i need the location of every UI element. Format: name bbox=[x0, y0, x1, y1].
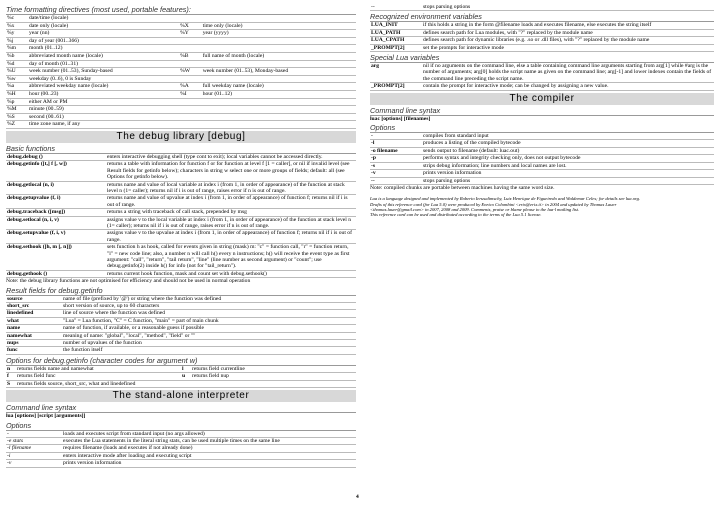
table-value-cell: returns a table with information for function f or for function at level f [1 = caller], or nil if invalid level (see Result fields for getinfo below); characters in string w select one or more groups of fields; default: all (see Options for getinfo below). bbox=[106, 161, 356, 181]
table-value-cell: assigns value v to the upvalue at index i (from 1, in order of appearance) of function f; returns nil if i is out of range. bbox=[106, 230, 356, 244]
table-value-cell: second (00..61) bbox=[28, 113, 179, 121]
table-value-cell: line of source where the function was defined bbox=[62, 310, 356, 317]
right-top-table bbox=[370, 4, 714, 11]
table-key-cell: arg bbox=[370, 63, 422, 83]
table-row bbox=[6, 216, 356, 230]
table-row bbox=[370, 140, 714, 147]
table-row bbox=[370, 37, 714, 44]
table-value-cell: year (yyyy) bbox=[202, 30, 356, 38]
table-row bbox=[6, 380, 356, 387]
table-value-cell: meaning of name: "global", "local", "method", "field" or "" bbox=[62, 332, 356, 339]
table-key-cell: %A bbox=[179, 83, 202, 91]
table-key-cell: -- bbox=[370, 4, 422, 11]
table-row bbox=[6, 209, 356, 216]
luac-options-table bbox=[370, 133, 714, 185]
table-key-cell: linedefined bbox=[6, 310, 62, 317]
table-value-cell: stops parsing options bbox=[422, 4, 714, 11]
table-key-cell: - bbox=[6, 431, 62, 438]
table-value-cell: year (nn) bbox=[28, 30, 179, 38]
table-row bbox=[6, 181, 356, 195]
table-key-cell bbox=[179, 37, 202, 45]
table-value-cell: returns fields name and namewhat bbox=[16, 366, 181, 373]
table-row bbox=[370, 177, 714, 184]
table-row bbox=[6, 37, 356, 45]
table-value-cell: week number (01..53), Monday-based bbox=[202, 68, 356, 76]
table-value-cell: executes the Lua statements in the literal string stats, can be used multiple times on the same line bbox=[62, 437, 356, 444]
table-key-cell: S bbox=[6, 380, 16, 387]
lua-cmd-title: Command line syntax bbox=[6, 403, 356, 413]
table-row bbox=[6, 52, 356, 60]
table-key-cell: -p bbox=[370, 155, 422, 162]
basic-functions-table bbox=[6, 154, 356, 278]
table-row bbox=[6, 30, 356, 38]
table-value-cell: prints version information bbox=[62, 460, 356, 467]
table-key-cell: short_src bbox=[6, 303, 62, 310]
table-key-cell: l bbox=[181, 366, 191, 373]
credits-block bbox=[370, 196, 714, 217]
table-value-cell: hour (00..23) bbox=[28, 90, 179, 98]
table-value-cell: sends output to filename (default: luac.out) bbox=[422, 147, 714, 154]
env-vars-title: Recognized environment variables bbox=[370, 12, 714, 22]
table-value-cell bbox=[202, 98, 356, 106]
table-key-cell: debug.traceback ([msg]) bbox=[6, 209, 106, 216]
table-key-cell: -l filename bbox=[6, 445, 62, 452]
special-vars-table bbox=[370, 63, 714, 91]
env-vars-table bbox=[370, 22, 714, 52]
table-key-cell bbox=[179, 106, 202, 114]
table-value-cell bbox=[202, 106, 356, 114]
table-row bbox=[6, 452, 356, 459]
table-value-cell: requires filename (loads and executes if not already done) bbox=[62, 445, 356, 452]
table-key-cell: %p bbox=[6, 98, 28, 106]
table-key-cell bbox=[181, 380, 191, 387]
table-value-cell: nil if no arguments on the command line, else a table containing command line arguments starting from arg[1] while #arg is the number of arguments; arg[0] holds the script name as given on the command line; arg[-1] and lower indexes contain the fields of the command line preceding the script name. bbox=[422, 63, 714, 83]
table-row bbox=[6, 45, 356, 53]
table-value-cell: returns field func bbox=[16, 373, 181, 380]
table-value-cell: date only (locale) bbox=[28, 22, 179, 30]
table-value-cell: strips debug information; line numbers and local names are lost. bbox=[422, 162, 714, 169]
table-value-cell: short version of source, up to 60 characters bbox=[62, 303, 356, 310]
table-row bbox=[6, 373, 356, 380]
table-key-cell bbox=[179, 75, 202, 83]
table-row bbox=[6, 325, 356, 332]
table-value-cell: full weekday name (locale) bbox=[202, 83, 356, 91]
table-value-cell: loads and executes script from standard input (no args allowed) bbox=[62, 431, 356, 438]
table-value-cell: "Lua" = Lua function, "C" = C function, "main" = part of main chunk bbox=[62, 317, 356, 324]
table-key-cell: debug.setupvalue (f, i, v) bbox=[6, 230, 106, 244]
table-value-cell: either AM or PM bbox=[28, 98, 179, 106]
table-key-cell: -l bbox=[370, 140, 422, 147]
table-key-cell: -o filename bbox=[370, 147, 422, 154]
table-key-cell: name bbox=[6, 325, 62, 332]
table-value-cell: number of upvalues of the function bbox=[62, 340, 356, 347]
table-value-cell: name of function, if available, or a reasonable guess if possible bbox=[62, 325, 356, 332]
table-row bbox=[6, 22, 356, 30]
table-value-cell: the function itself bbox=[62, 347, 356, 354]
table-row bbox=[6, 60, 356, 68]
table-key-cell: debug.debug () bbox=[6, 154, 106, 161]
table-key-cell: %U bbox=[6, 68, 28, 76]
result-fields-title: Result fields for debug.getinfo bbox=[6, 286, 356, 296]
table-key-cell: source bbox=[6, 296, 62, 303]
table-value-cell bbox=[202, 45, 356, 53]
table-value-cell: returns name and value of local variable at index i (from 1, in order of appearance) of the function at stack level n (1= caller); returns nil if i is out of range, raises error if n is out of range. bbox=[106, 181, 356, 195]
table-row bbox=[6, 445, 356, 452]
table-value-cell: returns current hook function, mask and count set with debug.sethook() bbox=[106, 270, 356, 277]
table-row bbox=[6, 106, 356, 114]
table-row bbox=[6, 121, 356, 129]
table-value-cell: produces a listing of the compiled bytecode bbox=[422, 140, 714, 147]
table-key-cell: u bbox=[181, 373, 191, 380]
table-row bbox=[6, 303, 356, 310]
special-vars-title: Special Lua variables bbox=[370, 53, 714, 63]
table-row bbox=[370, 170, 714, 177]
luac-cmd-syntax: luac [options] [filenames] bbox=[370, 115, 431, 122]
table-key-cell: debug.setlocal (n, i, v) bbox=[6, 216, 106, 230]
table-value-cell: month (01..12) bbox=[28, 45, 179, 53]
table-value-cell: defines search path for Lua modules, with "?" replaced by the module name bbox=[422, 29, 714, 36]
table-row bbox=[370, 29, 714, 36]
table-value-cell: abbreviated weekday name (locale) bbox=[28, 83, 179, 91]
table-key-cell: %H bbox=[6, 90, 28, 98]
basic-note: Note: the debug library functions are not optimised for efficiency and should not be used in normal operation bbox=[6, 278, 251, 285]
table-value-cell: stops parsing options bbox=[422, 177, 714, 184]
table-key-cell: %b bbox=[6, 52, 28, 60]
table-row bbox=[6, 195, 356, 209]
table-row bbox=[370, 155, 714, 162]
getinfo-options-table bbox=[6, 366, 356, 388]
table-value-cell: day of month (01..31) bbox=[28, 60, 179, 68]
table-key-cell: nups bbox=[6, 340, 62, 347]
time-directives-table bbox=[6, 15, 356, 129]
table-row bbox=[6, 113, 356, 121]
luac-options-title: Options bbox=[370, 123, 714, 133]
table-key-cell bbox=[179, 113, 202, 121]
table-value-cell: returns field currentline bbox=[191, 366, 356, 373]
table-key-cell: -- bbox=[370, 177, 422, 184]
table-value-cell: weekday (0..6), 0 is Sunday bbox=[28, 75, 179, 83]
result-fields-table bbox=[6, 296, 356, 355]
table-key-cell: debug.getlocal (n, i) bbox=[6, 181, 106, 195]
basic-functions-title: Basic functions bbox=[6, 144, 356, 154]
right-column bbox=[370, 4, 714, 217]
table-value-cell: enters interactive debugging shell (type cont to exit); local variables cannot be accessed directly. bbox=[106, 154, 356, 161]
table-value-cell bbox=[202, 37, 356, 45]
table-key-cell bbox=[179, 121, 202, 129]
table-value-cell: returns field nup bbox=[191, 373, 356, 380]
table-value-cell: week number (01..53), Sunday-based bbox=[28, 68, 179, 76]
lua-options-title: Options bbox=[6, 421, 356, 431]
table-row bbox=[6, 68, 356, 76]
table-row bbox=[6, 431, 356, 438]
getinfo-options-title: Options for debug.getinfo (character codes for argument w) bbox=[6, 356, 356, 366]
table-key-cell: %x bbox=[6, 22, 28, 30]
table-value-cell: performs syntax and integrity checking only, does not output bytecode bbox=[422, 155, 714, 162]
table-value-cell: hour (01..12) bbox=[202, 90, 356, 98]
table-key-cell: %d bbox=[6, 60, 28, 68]
table-value-cell: compiles from standard input bbox=[422, 133, 714, 140]
table-key-cell: %w bbox=[6, 75, 28, 83]
table-row bbox=[6, 270, 356, 277]
table-key-cell: func bbox=[6, 347, 62, 354]
table-value-cell bbox=[202, 60, 356, 68]
table-row bbox=[6, 83, 356, 91]
table-row bbox=[370, 44, 714, 51]
table-key-cell: -e stats bbox=[6, 437, 62, 444]
table-key-cell: %Z bbox=[6, 121, 28, 129]
table-key-cell: f bbox=[6, 373, 16, 380]
table-value-cell: returns fields source, short_src, what and linedefined bbox=[16, 380, 181, 387]
table-key-cell: %S bbox=[6, 113, 28, 121]
table-key-cell: LUA_CPATH bbox=[370, 37, 422, 44]
table-row bbox=[370, 83, 714, 90]
table-value-cell bbox=[202, 75, 356, 83]
table-value-cell bbox=[191, 380, 356, 387]
table-value-cell: if this holds a string in the form @filename loads and executes filename, else executes the string itself bbox=[422, 22, 714, 29]
table-row bbox=[6, 317, 356, 324]
table-key-cell: -i bbox=[6, 452, 62, 459]
table-key-cell bbox=[179, 98, 202, 106]
table-key-cell: debug.getupvalue (f, i) bbox=[6, 195, 106, 209]
table-row bbox=[6, 332, 356, 339]
table-key-cell: debug.sethook ([h, m [, n]]) bbox=[6, 244, 106, 271]
table-row bbox=[6, 460, 356, 467]
table-key-cell: %B bbox=[179, 52, 202, 60]
table-row bbox=[6, 154, 356, 161]
table-key-cell: %I bbox=[179, 90, 202, 98]
table-row bbox=[370, 162, 714, 169]
credit-line: Drafts of this reference card (for Lua 5.0) were produced by Enrico Colombini <erix@erix.it> in 2004 and updated by Thomas Lauer bbox=[370, 201, 617, 207]
table-value-cell: full name of month (locale) bbox=[202, 52, 356, 60]
standalone-banner: The stand-alone interpreter bbox=[6, 390, 356, 402]
table-key-cell bbox=[179, 45, 202, 53]
compiler-note: Note: compiled chunks are portable between machines having the same word size. bbox=[370, 184, 555, 191]
table-key-cell: -s bbox=[370, 162, 422, 169]
table-key-cell: debug.gethook () bbox=[6, 270, 106, 277]
table-key-cell: -v bbox=[370, 170, 422, 177]
table-key-cell: %y bbox=[6, 30, 28, 38]
table-key-cell: namewhat bbox=[6, 332, 62, 339]
credit-line: Lua is a language designed and implemented by Roberto Ierusalimschy, Luiz Henrique de Figueiredo and Waldemar Celes; for details see lua.org. bbox=[370, 196, 641, 202]
table-value-cell bbox=[202, 113, 356, 121]
table-key-cell: %c bbox=[6, 15, 28, 22]
table-row bbox=[6, 15, 356, 22]
table-row bbox=[6, 98, 356, 106]
luac-cmd-title: Command line syntax bbox=[370, 106, 714, 116]
table-key-cell: %a bbox=[6, 83, 28, 91]
table-value-cell: contain the prompt for interactive mode; can be changed by assigning a new value. bbox=[422, 83, 714, 90]
table-key-cell: _PROMPT[2] bbox=[370, 83, 422, 90]
table-row bbox=[370, 133, 714, 140]
table-key-cell: %j bbox=[6, 37, 28, 45]
table-value-cell: assigns value v to the local variable at index i (from 1, in order of appearance) of the function at stack level n (1= caller); returns nil if i is out of range, raises error if n is out of range. bbox=[106, 216, 356, 230]
table-key-cell: %Y bbox=[179, 30, 202, 38]
table-row bbox=[6, 244, 356, 271]
table-key-cell: LUA_INIT bbox=[370, 22, 422, 29]
table-row bbox=[6, 347, 356, 354]
table-key-cell: %m bbox=[6, 45, 28, 53]
table-value-cell: enters interactive mode after loading and executing script bbox=[62, 452, 356, 459]
credit-line: This reference card can be used and distributed according to the terms of the Lua 5.1 license. bbox=[370, 211, 542, 217]
table-key-cell: - bbox=[370, 133, 422, 140]
table-key-cell: what bbox=[6, 317, 62, 324]
left-column bbox=[6, 4, 356, 468]
table-row bbox=[370, 4, 714, 11]
table-value-cell bbox=[202, 15, 356, 22]
table-key-cell: n bbox=[6, 366, 16, 373]
table-row bbox=[6, 230, 356, 244]
table-row bbox=[370, 63, 714, 83]
table-key-cell: _PROMPT[2] bbox=[370, 44, 422, 51]
table-value-cell: time only (locale) bbox=[202, 22, 356, 30]
table-key-cell: -v bbox=[6, 460, 62, 467]
table-key-cell bbox=[179, 15, 202, 22]
table-key-cell: debug.getinfo ([t,] f [, w]) bbox=[6, 161, 106, 181]
time-section-title: Time formatting directives (most used, portable features): bbox=[6, 5, 356, 15]
table-row bbox=[370, 22, 714, 29]
table-row bbox=[6, 340, 356, 347]
table-value-cell: prints version information bbox=[422, 170, 714, 177]
table-key-cell bbox=[179, 60, 202, 68]
table-value-cell: day of year (001..366) bbox=[28, 37, 179, 45]
table-key-cell: %W bbox=[179, 68, 202, 76]
table-row bbox=[6, 437, 356, 444]
lua-cmd-syntax: lua [options] [script [arguments]] bbox=[6, 413, 86, 420]
table-value-cell: defines search path for dynamic libraries (e.g. .so or .dll files), with "?" replaced by the module name bbox=[422, 37, 714, 44]
table-key-cell: %M bbox=[6, 106, 28, 114]
table-value-cell: time zone name, if any bbox=[28, 121, 179, 129]
table-row bbox=[6, 90, 356, 98]
debug-library-banner: The debug library [debug] bbox=[6, 131, 356, 143]
credit-line: <thomas.lauer@gmail.com> in 2007, 2008 and 2009. Comments, praise or blame please to the lua-l mailing list. bbox=[370, 206, 580, 212]
table-value-cell: date/time (locale) bbox=[28, 15, 179, 22]
table-key-cell: LUA_PATH bbox=[370, 29, 422, 36]
page-number: 4 bbox=[356, 494, 359, 500]
table-row bbox=[370, 147, 714, 154]
table-row bbox=[6, 310, 356, 317]
table-row bbox=[6, 161, 356, 181]
table-row bbox=[6, 296, 356, 303]
table-value-cell: minute (00..59) bbox=[28, 106, 179, 114]
table-value-cell: abbreviated month name (locale) bbox=[28, 52, 179, 60]
table-row bbox=[6, 366, 356, 373]
table-row bbox=[6, 75, 356, 83]
table-value-cell: set the prompts for interactive mode bbox=[422, 44, 714, 51]
table-value-cell bbox=[202, 121, 356, 129]
compiler-banner: The compiler bbox=[370, 93, 714, 105]
table-value-cell: returns name and value of upvalue at index i (from 1, in order of appearance) of function f; returns nil if i is out of range. bbox=[106, 195, 356, 209]
lua-options-table bbox=[6, 431, 356, 468]
table-value-cell: returns a string with traceback of call stack, prepended by msg bbox=[106, 209, 356, 216]
table-value-cell: sets function h as hook, called for events given in string (mask) m: "c" = function call, "r" = function return, "l" = new code line; also, a number n will call h() every n instructions; h() will receive the event type as first argument: "call", "return", "tail return", "line" (line number as second argument) or "count"; use debug.getinfo(2) inside h() for info (not for "tail_return"). bbox=[106, 244, 356, 271]
table-value-cell: name of file (prefixed by '@') or string where the function was defined bbox=[62, 296, 356, 303]
table-key-cell: %X bbox=[179, 22, 202, 30]
